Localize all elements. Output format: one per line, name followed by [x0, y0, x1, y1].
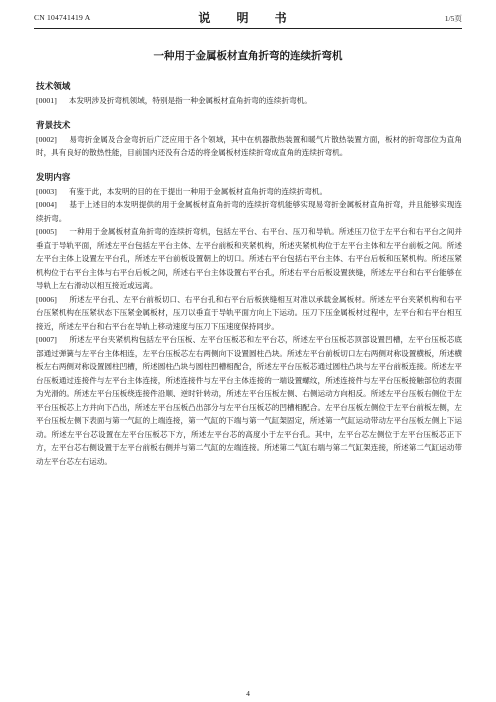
- paragraph-text: 一种用于金属板材直角折弯的连续折弯机，包括左平台、右平台、压刀和导轨。所述压刀位于左平台和右平台之间并垂直于导轨平面，所述左平台包括左平台主体、左平台前板和夹紧机构，所述夹紧机构位于左平台主体和左平台前板之间。所述左平台主体上设置左平台孔，所述左平台前板设置朝上的切口。所述右平台包括右平台主体、右平台后板和压紧机构。所述压紧机构位于右平台主体与右平台后板之间，所述右平台主体设置右平台孔，所述右平台后板设置狭缝，所述左平台和右平台能够在导轨上左右滑动以相互接近或远离。: [36, 227, 462, 290]
- page-number: 4: [246, 689, 250, 698]
- document-title: 一种用于金属板材直角折弯的连续折弯机: [153, 50, 343, 62]
- section-heading: 技术领域: [36, 82, 71, 92]
- paragraph: [36, 225, 462, 293]
- publication-number: CN 104741419 A: [34, 13, 91, 22]
- paragraph-number: [0002]: [36, 134, 57, 144]
- paragraph-text: 有鉴于此，本发明的目的在于提出一种用于金属板材直角折弯的连续折弯机。: [68, 186, 328, 196]
- paragraph-number: [0004]: [36, 200, 57, 209]
- paragraph-text: 所述左平台夹紧机构包括左平台压板、左平台压板芯和左平台芯，所述左平台压板芯顶部设置凹槽，左平台压板芯底部通过弹簧与左平台主体相连，左平台压板芯左右两侧向下设置圆柱凸块。所述左平台前板切口左右两侧对称设置横板，所述横板左右两侧对称设置圆柱凹槽，所述圆柱凸块与圆柱凹槽相配合，所述左平台压板芯通过圆柱凸块与左平台前板连接。所述左平台压板通过连接件与左平台主体连接，所述连接件与左平台主体连接的一端设置螺纹，所述连接件与左平台压板接触部位的表面为光滑的。所述左平台压板绕连接件沿顺、逆时针转动，所述左平台压板左侧、右侧运动方向相反。所述左平台压板右侧位于左平台压板芯上方并向下凸出，所述左平台压板凸出部分与左平台压板芯的凹槽相配合。左平台压板左侧位于左平台前板左侧，左平台压板左侧下表面与第一气缸的上端连接，第一气缸的下端与第一气缸架固定，所述第一气缸运动带动左平台压板左侧上下运动。所述左平台芯设置在左平台压板芯下方，所述左平台芯的高度小于左平台孔。其中，左平台芯左侧位于左平台压板芯正下方，左平台芯右侧设置于左平台前板右侧并与第二气缸的左端连接。所述第二气缸右端与第二气缸架连接，所述第二气缸运动带动左平台芯左右运动。: [36, 335, 462, 466]
- paragraph-number: [0005]: [36, 227, 57, 236]
- paragraph-text: 所述左平台孔、左平台前板切口、右平台孔和右平台后板狭缝相互对准以承载金属板材。所述左平台夹紧机构和右平台压紧机构在压紧状态下压紧金属板材，压刀以垂直于导轨平面方向上下运动。压刀下压金属板材过程中，左平台和右平台相互接近，所述左平台和右平台在导轨上移动速度与压刀下压速度保持同步。: [36, 294, 462, 331]
- paragraph: [36, 198, 462, 225]
- paragraph: [36, 293, 462, 334]
- paragraph-number: [0003]: [36, 186, 57, 196]
- paragraph: [36, 185, 462, 199]
- page-header: [34, 8, 462, 29]
- paragraph: [36, 133, 462, 160]
- paragraph-text: 基于上述目的本发明提供的用于金属板材直角折弯的连续折弯机能够实现易弯折金属板材直角折弯，并且能够实现连续折弯。: [36, 200, 462, 223]
- paragraph-number: [0006]: [36, 294, 57, 304]
- paragraph-number: [0007]: [36, 335, 57, 344]
- paragraph-text: 本发明涉及折弯机领域，特别是指一种金属板材直角折弯的连续折弯机。: [68, 96, 312, 105]
- document-body: [36, 80, 462, 468]
- section-heading: 发明内容: [36, 172, 71, 183]
- paragraph-number: [0001]: [36, 96, 57, 105]
- paragraph-text: 易弯折金属及合金弯折后广泛应用于各个领域，其中在机器散热装置和暖气片散热装置方面，板材的折弯部位为直角时，具有良好的散热性能，目前国内还没有合适的将金属板材连续折弯成直角的连续折弯机。: [36, 134, 462, 157]
- document-type: 说 明 书: [198, 11, 298, 25]
- paragraph: [36, 94, 462, 108]
- paragraph: [36, 333, 462, 468]
- page-indicator: 1/5页: [444, 14, 462, 23]
- section-heading: 背景技术: [36, 120, 71, 131]
